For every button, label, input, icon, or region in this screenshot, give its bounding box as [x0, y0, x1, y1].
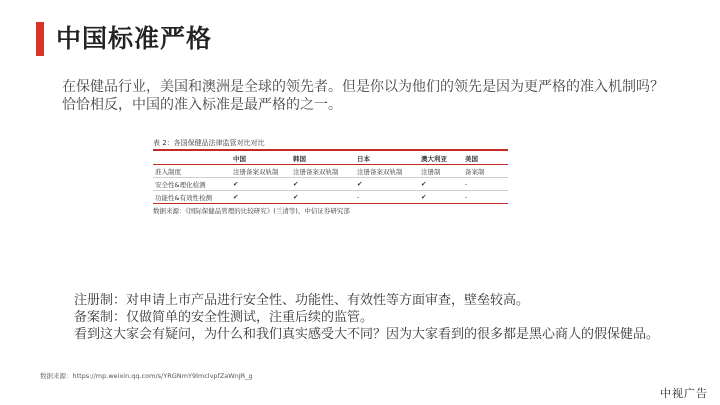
table-row — [153, 178, 508, 191]
table-cell: 安全性&理化检测 — [153, 178, 231, 191]
table-cell: ✔ — [291, 178, 355, 191]
intro-line: 恰恰相反，中国的准入标准是最严格的之一。 — [62, 97, 342, 113]
table-cell: ✔ — [291, 191, 355, 204]
table-header-row — [153, 152, 508, 165]
table-cell: ✔ — [231, 191, 291, 204]
table-header-cell — [153, 152, 231, 165]
table-row — [153, 191, 508, 204]
note-line: 注册制：对申请上市产品进行安全性、功能性、有效性等方面审查，壁垒较高。 — [74, 293, 530, 308]
table-row — [153, 165, 508, 178]
table-header-cell: 日本 — [355, 152, 419, 165]
slide-title: 中国标准严格 — [56, 24, 213, 53]
title-accent-bar — [36, 22, 44, 56]
table-cell: ✔ — [231, 178, 291, 191]
table-cell: ✔ — [419, 178, 463, 191]
table-header-cell: 中国 — [231, 152, 291, 165]
table-top-rule — [153, 149, 508, 151]
table-cell: 功能性&有效性检测 — [153, 191, 231, 204]
table-cell: 准入制度 — [153, 165, 231, 178]
table-header-cell: 美国 — [463, 152, 508, 165]
brand-label: 中视广告 — [660, 387, 708, 400]
table-header-cell: 韩国 — [291, 152, 355, 165]
comparison-table — [153, 152, 508, 204]
table-source-note: 数据来源：《国际保健品管理的比较研究》(兰清等)、中信证券研究部 — [153, 207, 350, 215]
table-cell: 注册备案双轨制 — [231, 165, 291, 178]
table-cell: 注册备案双轨制 — [291, 165, 355, 178]
note-line: 备案制：仅做简单的安全性测试，注重后续的监管。 — [74, 310, 374, 325]
table-header-cell: 澳大利亚 — [419, 152, 463, 165]
table-cell: - — [463, 191, 508, 204]
comparison-table-figure — [153, 137, 508, 215]
footer-source-link: 数据来源：https://mp.weixin.qq.com/s/YRGNmY9lmclvpfZaWnJR_g — [40, 372, 253, 380]
note-line: 看到这大家会有疑问，为什么和我们真实感受大不同？因为大家看到的很多都是黑心商人的假保健品。 — [74, 327, 660, 342]
table-cell: ✔ — [355, 178, 419, 191]
table-cell: ✔ — [419, 191, 463, 204]
table-cell: - — [463, 178, 508, 191]
table-caption: 表 2：各国保健品法律监管对比对比 — [153, 139, 265, 147]
table-cell: 备案制 — [463, 165, 508, 178]
notes-paragraph — [74, 292, 714, 343]
intro-line: 在保健品行业，美国和澳洲是全球的领先者。但是你以为他们的领先是因为更严格的准入机制吗？ — [62, 79, 664, 95]
intro-paragraph — [62, 78, 702, 114]
table-cell: 注册备案双轨制 — [355, 165, 419, 178]
table-cell: - — [355, 191, 419, 204]
table-cell: 注册制 — [419, 165, 463, 178]
